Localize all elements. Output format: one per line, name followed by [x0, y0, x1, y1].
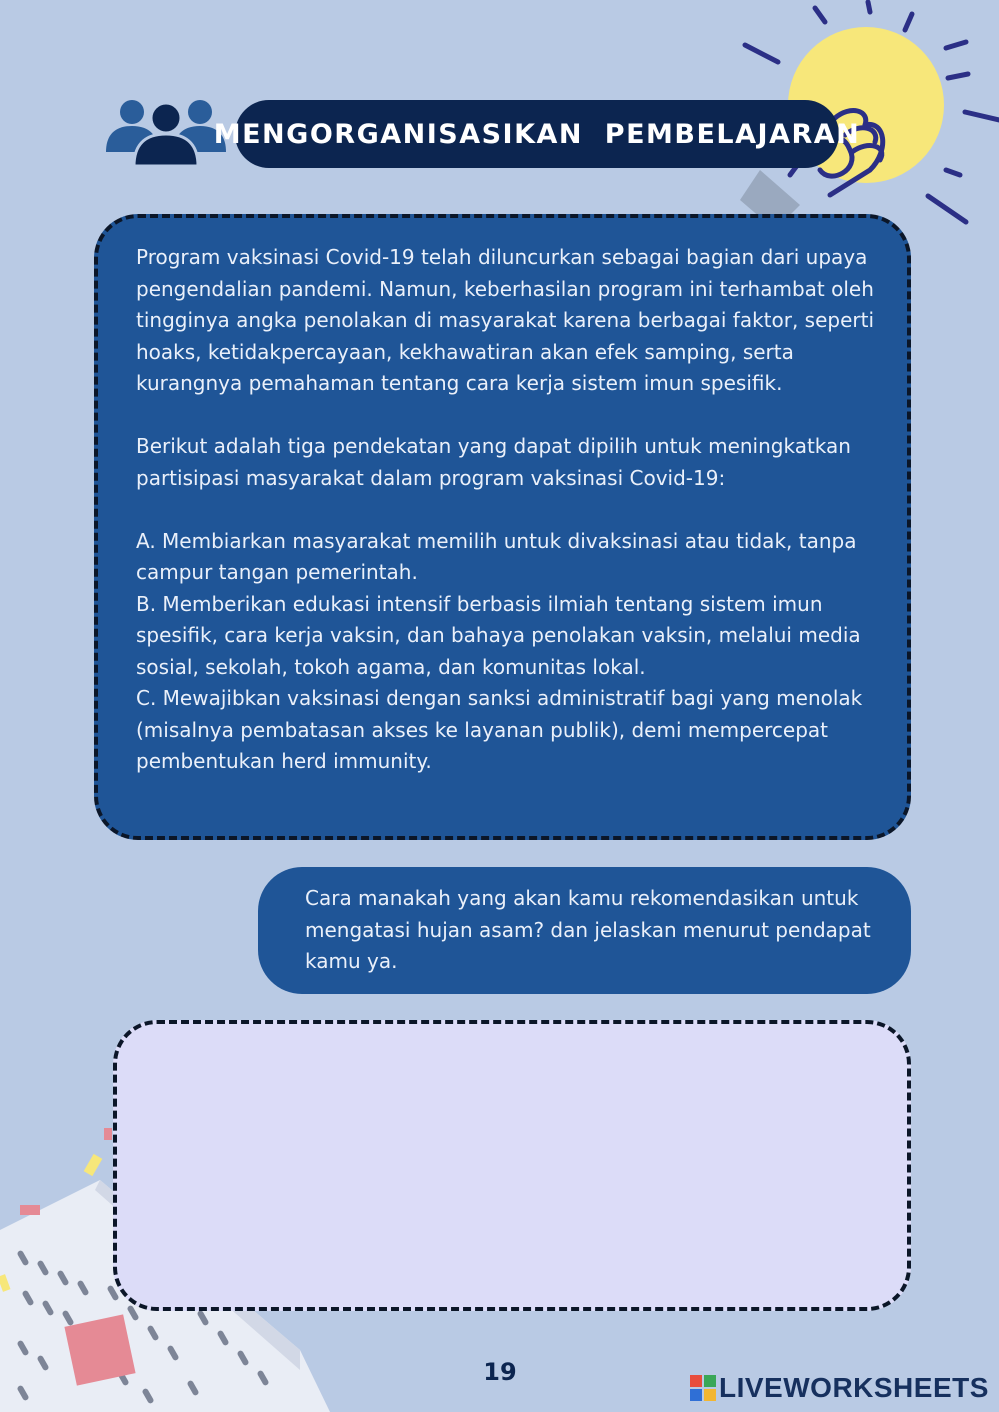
- brand-text: LIVEWORKSHEETS: [719, 1372, 989, 1403]
- question-bubble: [258, 867, 911, 994]
- page-title-text: MENGORGANISASIKAN PEMBELAJARAN: [213, 118, 861, 150]
- lead-paragraph: Berikut adalah tiga pendekatan yang dapat dipilih untuk meningkatkan partisipasi masyarakat dalam program vaksinasi Covid-19:: [136, 434, 851, 490]
- liveworksheets-logo-icon: [690, 1375, 716, 1401]
- brand-logo[interactable]: [690, 1368, 989, 1408]
- answer-input[interactable]: [113, 1020, 911, 1311]
- page-title: [213, 100, 861, 168]
- intro-paragraph: Program vaksinasi Covid-19 telah diluncurkan sebagai bagian dari upaya pengendalian pandemi. Namun, keberhasilan program ini terhambat oleh tingginya angka penolakan di masyarakat karena berbagai faktor, seperti hoaks, ketidakpercayaan, kekhawatiran akan efek samping, serta kurangnya pemahaman tentang cara kerja sistem imun spesifik.: [136, 245, 875, 395]
- people-group-icon: [104, 96, 228, 168]
- option-c: C. Mewajibkan vaksinasi dengan sanksi administratif bagi yang menolak (misalnya pembatasan akses ke layanan publik), demi mempercepat pembentukan herd immunity.: [136, 686, 863, 773]
- page-number: 19: [483, 1358, 517, 1386]
- option-a: A. Membiarkan masyarakat memilih untuk divaksinasi atau tidak, tanpa campur tangan pemerintah.: [136, 528, 857, 584]
- option-b: B. Memberikan edukasi intensif berbasis ilmiah tentang sistem imun spesifik, cara kerja vaksin, dan bahaya penolakan vaksin, melalui media sosial, sekolah, tokoh agama, dan komunitas lokal.: [136, 591, 861, 679]
- question-text: Cara manakah yang akan kamu rekomendasikan untuk mengatasi hujan asam? dan jelaskan menurut pendapat kamu ya.: [305, 886, 871, 973]
- case-description-panel: [94, 214, 911, 840]
